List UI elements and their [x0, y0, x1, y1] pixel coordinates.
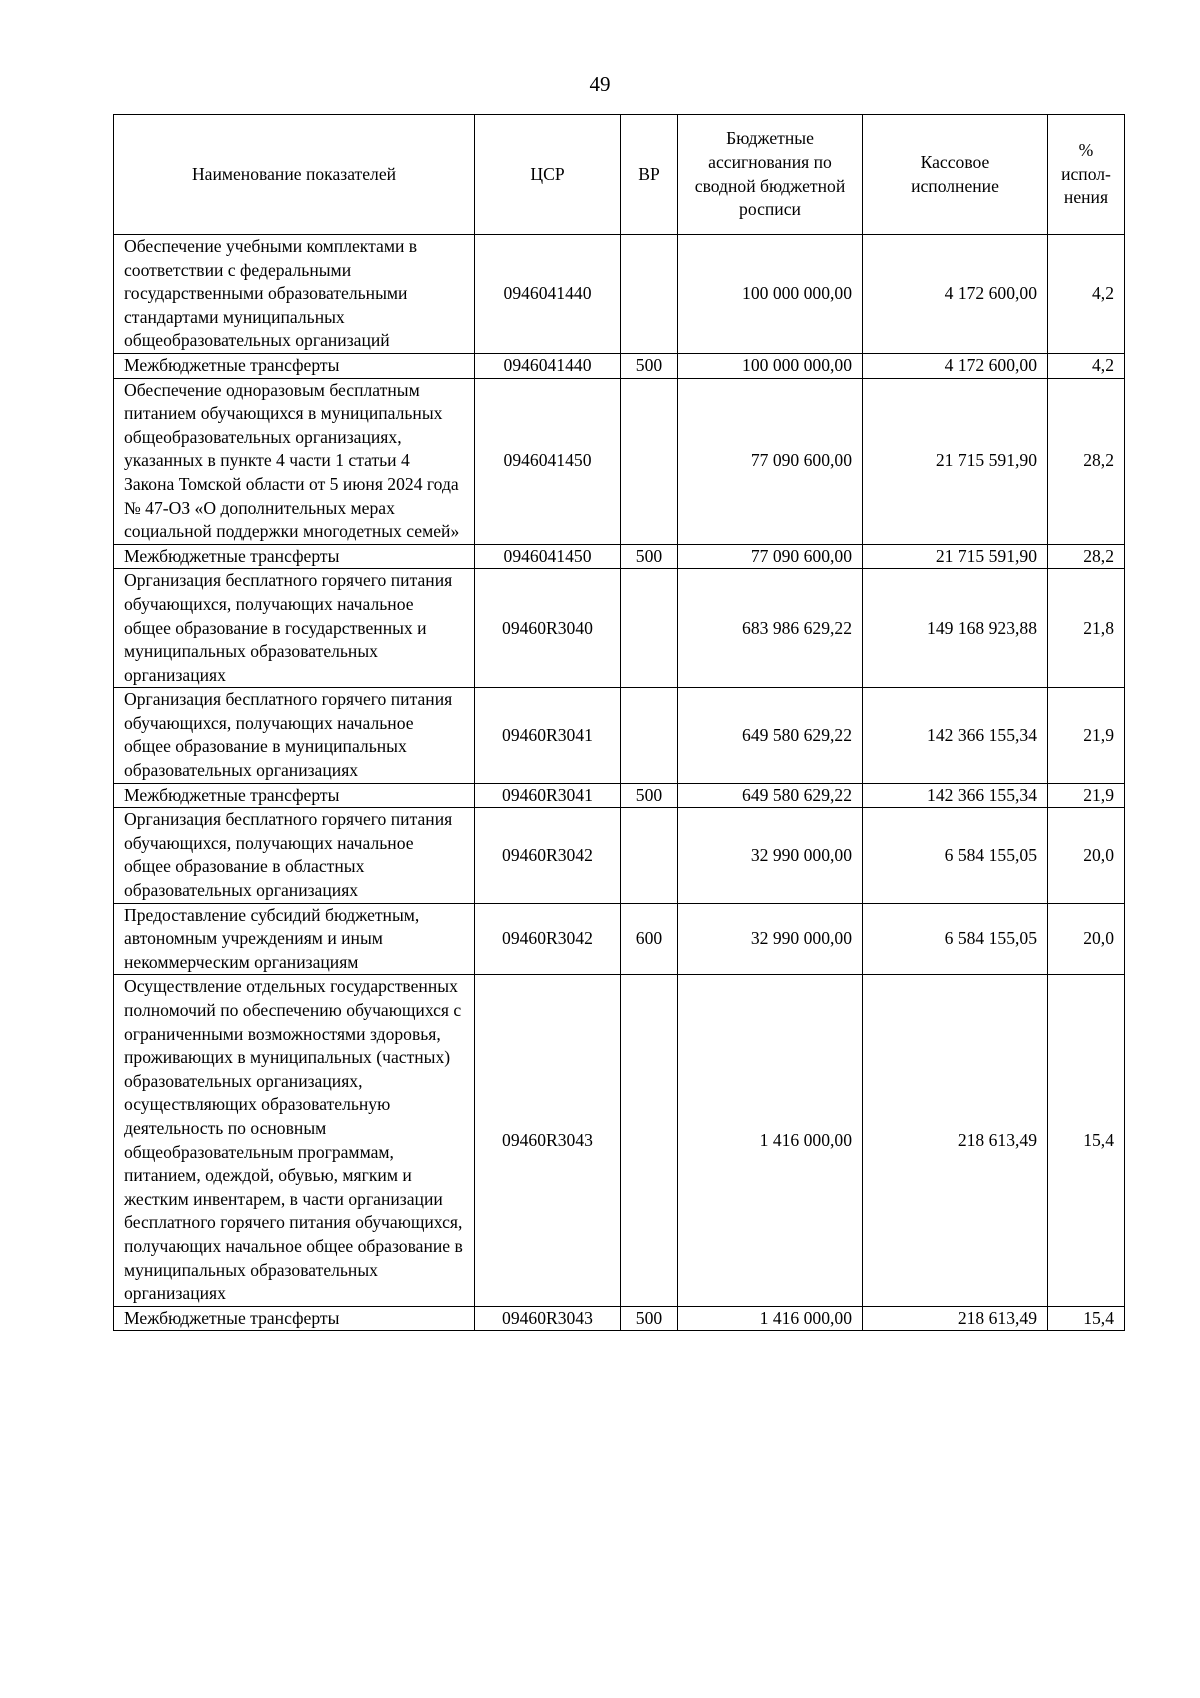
cell-vr: 500: [621, 1306, 678, 1331]
table-row: [114, 353, 1125, 378]
table-body: [114, 235, 1125, 1331]
cell-plan: 32 990 000,00: [678, 903, 863, 975]
cell-plan: 649 580 629,22: [678, 783, 863, 808]
cell-vr: 500: [621, 783, 678, 808]
cell-name: Обеспечение одноразовым бесплатным питанием обучающихся в муниципальных общеобразовательных организациях, указанных в пункте 4 части 1 статьи 4 Закона Томской области от 5 июня 2024 года № 47-ОЗ «О дополнительных мерах социальной поддержки многодетных семей»: [114, 378, 475, 544]
table-header-row: [114, 115, 1125, 235]
cell-fact: 6 584 155,05: [863, 903, 1048, 975]
cell-vr: [621, 688, 678, 783]
table-row: [114, 975, 1125, 1306]
cell-csr: 09460R3042: [475, 903, 621, 975]
cell-pct: 15,4: [1048, 975, 1125, 1306]
cell-fact: 142 366 155,34: [863, 688, 1048, 783]
cell-plan: 77 090 600,00: [678, 544, 863, 569]
header-name: Наименование показателей: [114, 115, 475, 235]
header-plan: Бюджетные ассигнования по сводной бюджетной росписи: [678, 115, 863, 235]
cell-vr: 500: [621, 353, 678, 378]
cell-fact: 142 366 155,34: [863, 783, 1048, 808]
cell-csr: 09460R3041: [475, 688, 621, 783]
header-vr: ВР: [621, 115, 678, 235]
cell-name: Предоставление субсидий бюджетным, автономным учреждениям и иным некоммерческим организациям: [114, 903, 475, 975]
cell-name: Межбюджетные трансферты: [114, 544, 475, 569]
cell-csr: 09460R3040: [475, 569, 621, 688]
table-row: [114, 783, 1125, 808]
cell-name: Обеспечение учебными комплектами в соответствии с федеральными государственными образовательными стандартами муниципальных общеобразовательных организаций: [114, 235, 475, 354]
cell-name: Осуществление отдельных государственных полномочий по обеспечению обучающихся с ограниченными возможностями здоровья, проживающих в муниципальных (частных) образовательных организациях, осуществляющих образовательную деятельность по основным общеобразовательным программам, питанием, одеждой, обувью, мягким и жестким инвентарем, в части организации бесплатного горячего питания обучающихся, получающих начальное общее образование в муниципальных образовательных организациях: [114, 975, 475, 1306]
table-row: [114, 1306, 1125, 1331]
cell-fact: 4 172 600,00: [863, 353, 1048, 378]
cell-csr: 0946041450: [475, 378, 621, 544]
cell-plan: 1 416 000,00: [678, 975, 863, 1306]
cell-vr: [621, 378, 678, 544]
cell-pct: 4,2: [1048, 353, 1125, 378]
cell-pct: 4,2: [1048, 235, 1125, 354]
cell-vr: [621, 569, 678, 688]
table-row: [114, 235, 1125, 354]
cell-plan: 100 000 000,00: [678, 353, 863, 378]
cell-vr: [621, 808, 678, 903]
cell-fact: 149 168 923,88: [863, 569, 1048, 688]
cell-vr: [621, 975, 678, 1306]
cell-pct: 21,9: [1048, 688, 1125, 783]
header-csr: ЦСР: [475, 115, 621, 235]
header-pct: % испол-нения: [1048, 115, 1125, 235]
cell-pct: 20,0: [1048, 903, 1125, 975]
cell-fact: 218 613,49: [863, 1306, 1048, 1331]
cell-pct: 21,8: [1048, 569, 1125, 688]
cell-plan: 100 000 000,00: [678, 235, 863, 354]
cell-fact: 21 715 591,90: [863, 544, 1048, 569]
cell-name: Межбюджетные трансферты: [114, 353, 475, 378]
table-row: [114, 569, 1125, 688]
cell-name: Организация бесплатного горячего питания обучающихся, получающих начальное общее образование в областных образовательных организациях: [114, 808, 475, 903]
cell-plan: 32 990 000,00: [678, 808, 863, 903]
cell-name: Организация бесплатного горячего питания обучающихся, получающих начальное общее образование в государственных и муниципальных образовательных организациях: [114, 569, 475, 688]
cell-csr: 0946041450: [475, 544, 621, 569]
cell-vr: [621, 235, 678, 354]
cell-plan: 1 416 000,00: [678, 1306, 863, 1331]
budget-execution-table: [113, 114, 1125, 1331]
cell-pct: 28,2: [1048, 378, 1125, 544]
header-fact: Кассовое исполнение: [863, 115, 1048, 235]
cell-csr: 09460R3043: [475, 975, 621, 1306]
cell-plan: 683 986 629,22: [678, 569, 863, 688]
cell-csr: 0946041440: [475, 353, 621, 378]
cell-pct: 28,2: [1048, 544, 1125, 569]
cell-plan: 649 580 629,22: [678, 688, 863, 783]
cell-csr: 0946041440: [475, 235, 621, 354]
cell-fact: 4 172 600,00: [863, 235, 1048, 354]
table-row: [114, 808, 1125, 903]
table-row: [114, 688, 1125, 783]
cell-fact: 6 584 155,05: [863, 808, 1048, 903]
cell-csr: 09460R3043: [475, 1306, 621, 1331]
table-row: [114, 544, 1125, 569]
cell-pct: 15,4: [1048, 1306, 1125, 1331]
cell-plan: 77 090 600,00: [678, 378, 863, 544]
table-row: [114, 903, 1125, 975]
cell-name: Межбюджетные трансферты: [114, 1306, 475, 1331]
cell-fact: 218 613,49: [863, 975, 1048, 1306]
cell-vr: 600: [621, 903, 678, 975]
cell-csr: 09460R3041: [475, 783, 621, 808]
cell-name: Межбюджетные трансферты: [114, 783, 475, 808]
cell-pct: 20,0: [1048, 808, 1125, 903]
table-row: [114, 378, 1125, 544]
cell-vr: 500: [621, 544, 678, 569]
cell-pct: 21,9: [1048, 783, 1125, 808]
page-number: 49: [589, 72, 611, 96]
cell-name: Организация бесплатного горячего питания обучающихся, получающих начальное общее образование в муниципальных образовательных организациях: [114, 688, 475, 783]
cell-csr: 09460R3042: [475, 808, 621, 903]
cell-fact: 21 715 591,90: [863, 378, 1048, 544]
